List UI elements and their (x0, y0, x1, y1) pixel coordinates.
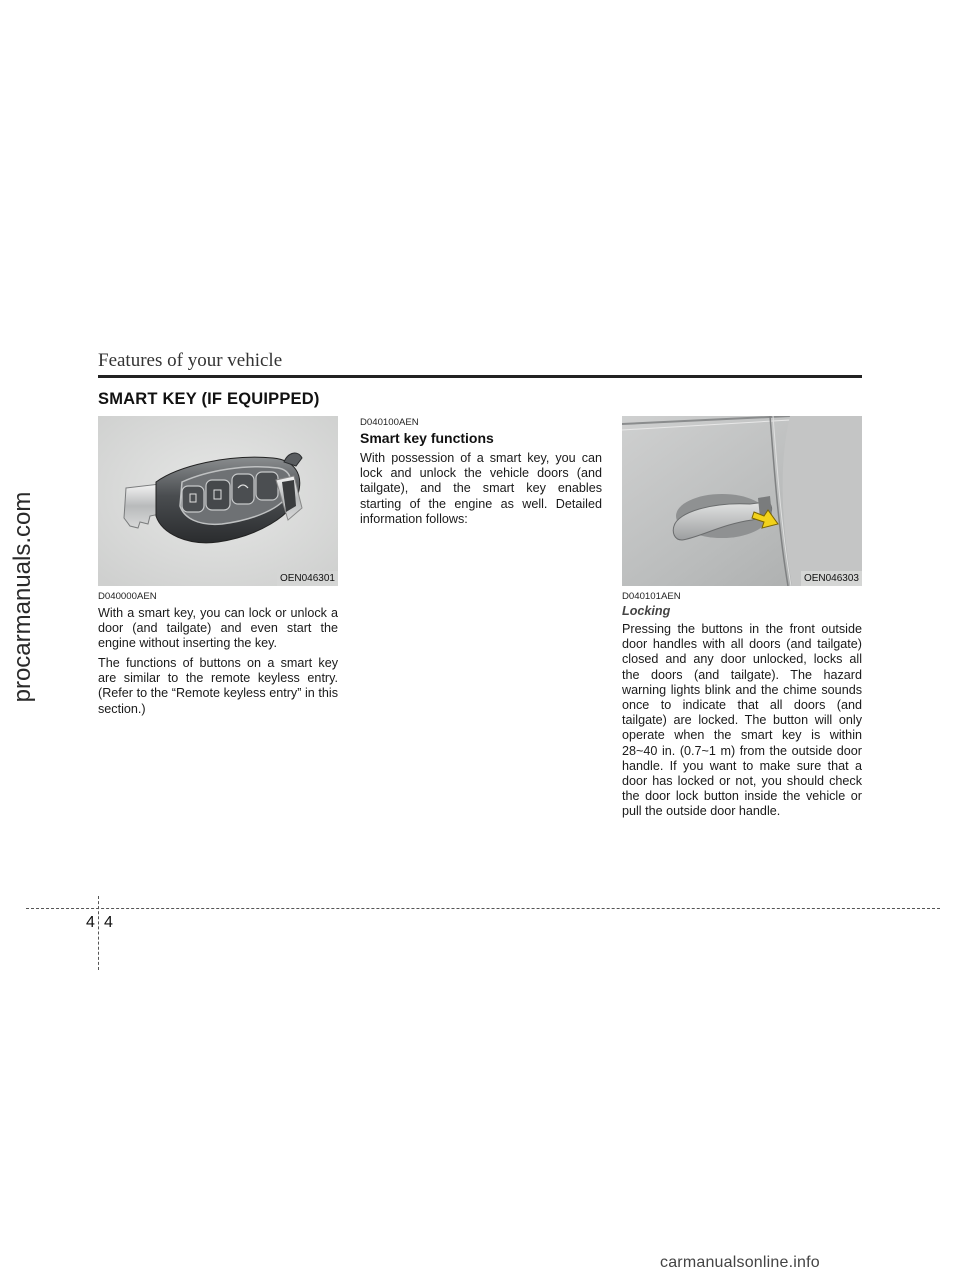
section-title: SMART KEY (IF EQUIPPED) (98, 390, 320, 408)
column1-paragraph-1: With a smart key, you can lock or unlock a door (and tailgate) and even start the engine without inserting the key. (98, 606, 338, 651)
page-number: 4 (104, 914, 113, 931)
figure-label-door: OEN046303 (801, 571, 862, 586)
column3-code: D040101AEN (622, 591, 681, 602)
door-handle-figure (622, 416, 862, 586)
smart-key-figure (98, 416, 338, 586)
header-rule (98, 375, 862, 378)
door-handle-arrow-icon (622, 416, 862, 586)
column1-paragraph-2: The functions of buttons on a smart key are similar to the remote keyless entry. (Refer to the “Remote keyless entry” in this section.) (98, 656, 338, 716)
column2-heading: Smart key functions (360, 430, 494, 446)
figure-label-key: OEN046301 (277, 571, 338, 586)
column1-code: D040000AEN (98, 591, 157, 602)
column3-heading: Locking (622, 604, 671, 618)
page-chapter-number: 4 (86, 914, 95, 931)
footer-rule (26, 908, 940, 909)
column2-code: D040100AEN (360, 417, 419, 428)
column2-paragraph: With possession of a smart key, you can lock and unlock the vehicle doors (and tailgate), and the smart key enables starting of the engine as well. Detailed information follows: (360, 451, 602, 526)
bottom-watermark: carmanualsonline.info (660, 1254, 820, 1271)
smart-key-fob-icon (98, 416, 338, 586)
column3-paragraph: Pressing the buttons in the front outside door handles with all doors (and tailgate) closed and any door unlocked, locks all the doors (and tailgate). The hazard warning lights blink and the chime sounds once to indicate that all doors (and tailgate) are locked. The button will only operate when the smart key is within 28~40 in. (0.7~1 m) from the outside door handle. If you want to make sure that a door has locked or not, you should check the door lock button inside the vehicle or pull the outside door handle. (622, 622, 862, 819)
header-title: Features of your vehicle (98, 350, 283, 371)
side-watermark: procarmanuals.com (9, 491, 36, 703)
footer-divider (98, 896, 99, 970)
